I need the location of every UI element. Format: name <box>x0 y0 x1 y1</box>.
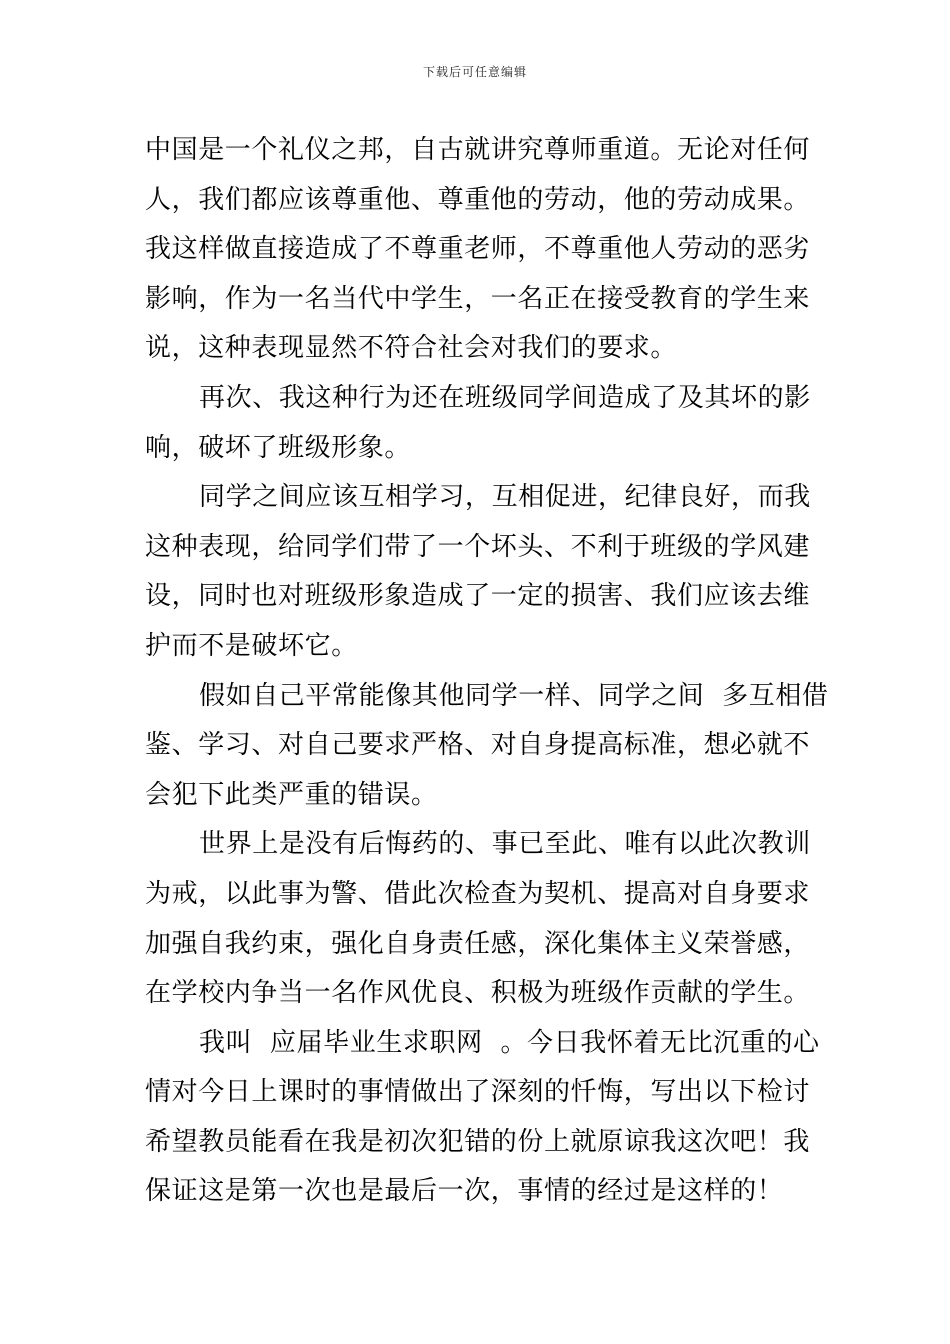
text-line: 情对今日上课时的事情做出了深刻的忏悔，写出以下检讨 <box>145 1077 811 1108</box>
paragraph-first-line: 世界上是没有后悔药的、事已至此、唯有以此次教训 <box>199 829 811 860</box>
paragraph-first-line: 假如自己平常能像其他同学一样、同学之间 多互相借 <box>199 680 829 711</box>
text-line: 保证这是第一次也是最后一次，事情的经过是这样的！ <box>145 1176 784 1207</box>
text-line: 响，破坏了班级形象。 <box>145 432 412 463</box>
text-line: 鉴、学习、对自己要求严格、对自身提高标准，想必就不 <box>145 730 811 761</box>
text-line: 护而不是破坏它。 <box>145 630 358 661</box>
text-line: 中国是一个礼仪之邦，自古就讲究尊师重道。无论对任何 <box>145 135 811 165</box>
paragraph-first-line: 我叫 应届毕业生求职网 。今日我怀着无比沉重的心 <box>199 1027 820 1058</box>
text-line: 设，同时也对班级形象造成了一定的损害、我们应该去维 <box>145 581 811 612</box>
text-line: 影响，作为一名当代中学生，一名正在接受教育的学生来 <box>145 283 811 314</box>
text-line: 为戒，以此事为警、借此次检查为契机、提高对自身要求 <box>145 878 811 909</box>
text-line: 这种表现，给同学们带了一个坏头、不利于班级的学风建 <box>145 531 811 562</box>
page-header: 下载后可任意编辑 <box>422 65 527 79</box>
document-body <box>145 126 829 1217</box>
paragraph-first-line: 再次、我这种行为还在班级同学间造成了及其坏的影 <box>199 382 811 413</box>
text-line: 在学校内争当一名作风优良、积极为班级作贡献的学生。 <box>145 978 811 1009</box>
paragraph-first-line: 同学之间应该互相学习，互相促进，纪律良好，而我 <box>199 482 811 513</box>
text-line: 会犯下此类严重的错误。 <box>145 779 438 810</box>
text-line: 说，这种表现显然不符合社会对我们的要求。 <box>145 333 678 364</box>
text-line: 人，我们都应该尊重他、尊重他的劳动，他的劳动成果。 <box>145 184 811 215</box>
text-line: 希望教员能看在我是初次犯错的份上就原谅我这次吧！我 <box>145 1126 811 1157</box>
text-line: 加强自我约束，强化自身责任感，深化集体主义荣誉感， <box>145 928 811 959</box>
text-line: 我这样做直接造成了不尊重老师，不尊重他人劳动的恶劣 <box>145 234 811 265</box>
